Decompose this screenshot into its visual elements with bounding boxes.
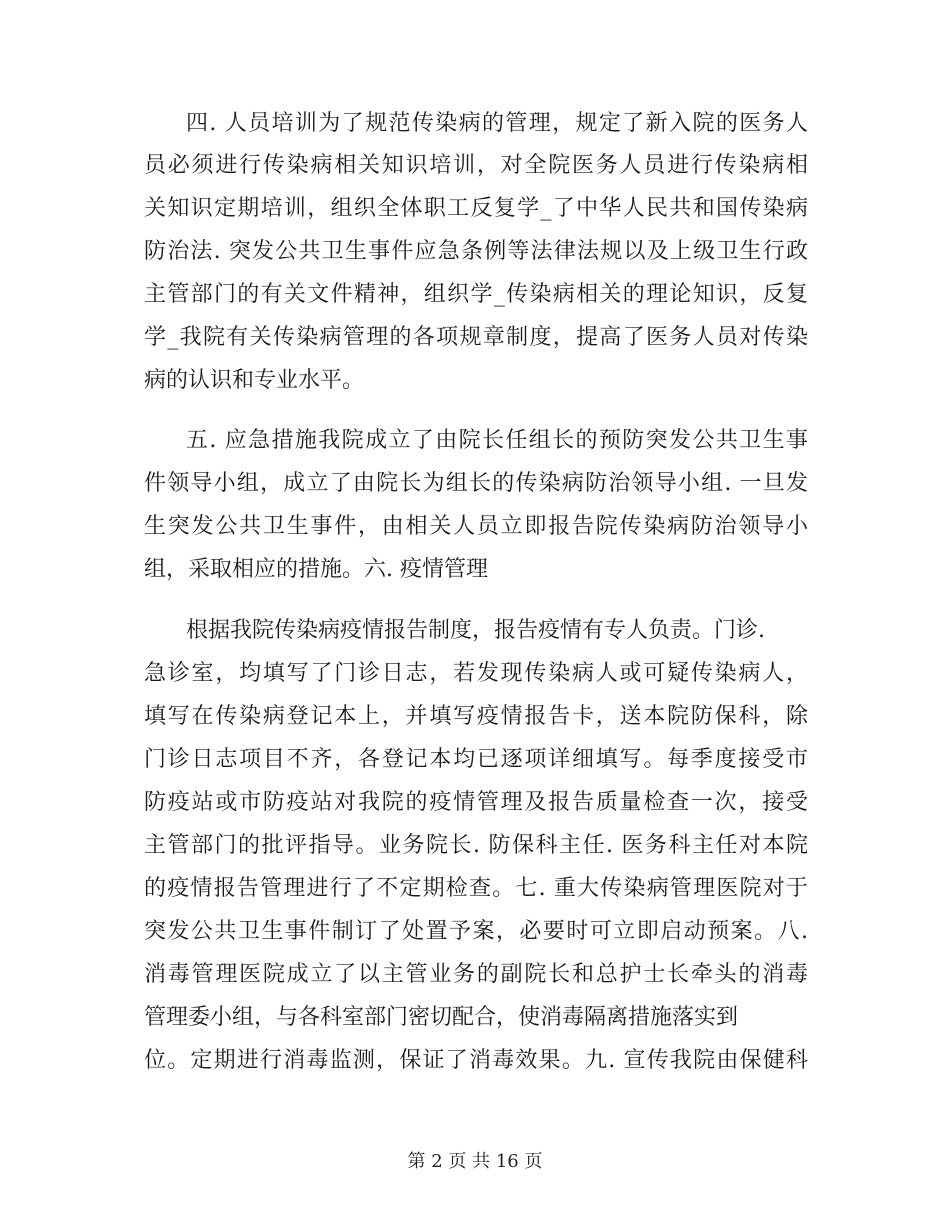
- paragraph-line: 急诊室，均填写了门诊日志，若发现传染病人或可疑传染病人，: [144, 661, 808, 686]
- paragraph-line: 消毒管理医院成立了以主管业务的副院长和总护士长牵头的消毒: [144, 962, 808, 987]
- paragraph-line: 病的认识和专业水平。: [144, 368, 365, 393]
- paragraph-line: 学_我院有关传染病管理的各项规章制度，提高了医务人员对传染: [144, 325, 808, 350]
- page-number: 第 2 页 共 16 页: [407, 1151, 543, 1172]
- paragraph-line: 生突发公共卫生事件，由相关人员立即报告院传染病防治领导小: [144, 514, 808, 539]
- paragraph-line: 主管部门的批评指导。业务院长. 防保科主任. 医务科主任对本院: [144, 833, 808, 858]
- paragraph-line: 防治法. 突发公共卫生事件应急条例等法律法规以及上级卫生行政: [144, 239, 808, 264]
- paragraph-line: 四. 人员培训为了规范传染病的管理，规定了新入院的医务人: [186, 111, 808, 136]
- paragraph-line: 件领导小组，成立了由院长为组长的传染病防治领导小组. 一旦发: [144, 471, 808, 496]
- paragraph-line: 关知识定期培训，组织全体职工反复学_了中华人民共和国传染病: [144, 196, 808, 221]
- paragraph-line: 员必须进行传染病相关知识培训，对全院医务人员进行传染病相: [144, 153, 808, 178]
- paragraph-line: 主管部门的有关文件精神，组织学_传染病相关的理论知识，反复: [144, 282, 808, 307]
- paragraph-line: 组，采取相应的措施。六. 疫情管理: [144, 557, 488, 582]
- paragraph-line: 五. 应急措施我院成立了由院长任组长的预防突发公共卫生事: [186, 428, 808, 453]
- paragraph-line: 的疫情报告管理进行了不定期检查。七. 重大传染病管理医院对于: [144, 876, 808, 901]
- paragraph-line: 防疫站或市防疫站对我院的疫情管理及报告质量检查一次，接受: [144, 790, 808, 815]
- paragraph-line: 管理委小组，与各科室部门密切配合，使消毒隔离措施落实到: [144, 1005, 739, 1030]
- paragraph-line: 填写在传染病登记本上，并填写疫情报告卡，送本院防保科，除: [144, 704, 808, 729]
- paragraph-line: 突发公共卫生事件制订了处置予案，必要时可立即启动预案。八.: [144, 919, 808, 944]
- paragraph-line: 位。定期进行消毒监测，保证了消毒效果。九. 宣传我院由保健科: [144, 1048, 808, 1073]
- paragraph-line: 门诊日志项目不齐，各登记本均已逐项详细填写。每季度接受市: [144, 747, 808, 772]
- paragraph-line: 根据我院传染病疫情报告制度，报告疫情有专人负责。门诊.: [186, 618, 765, 643]
